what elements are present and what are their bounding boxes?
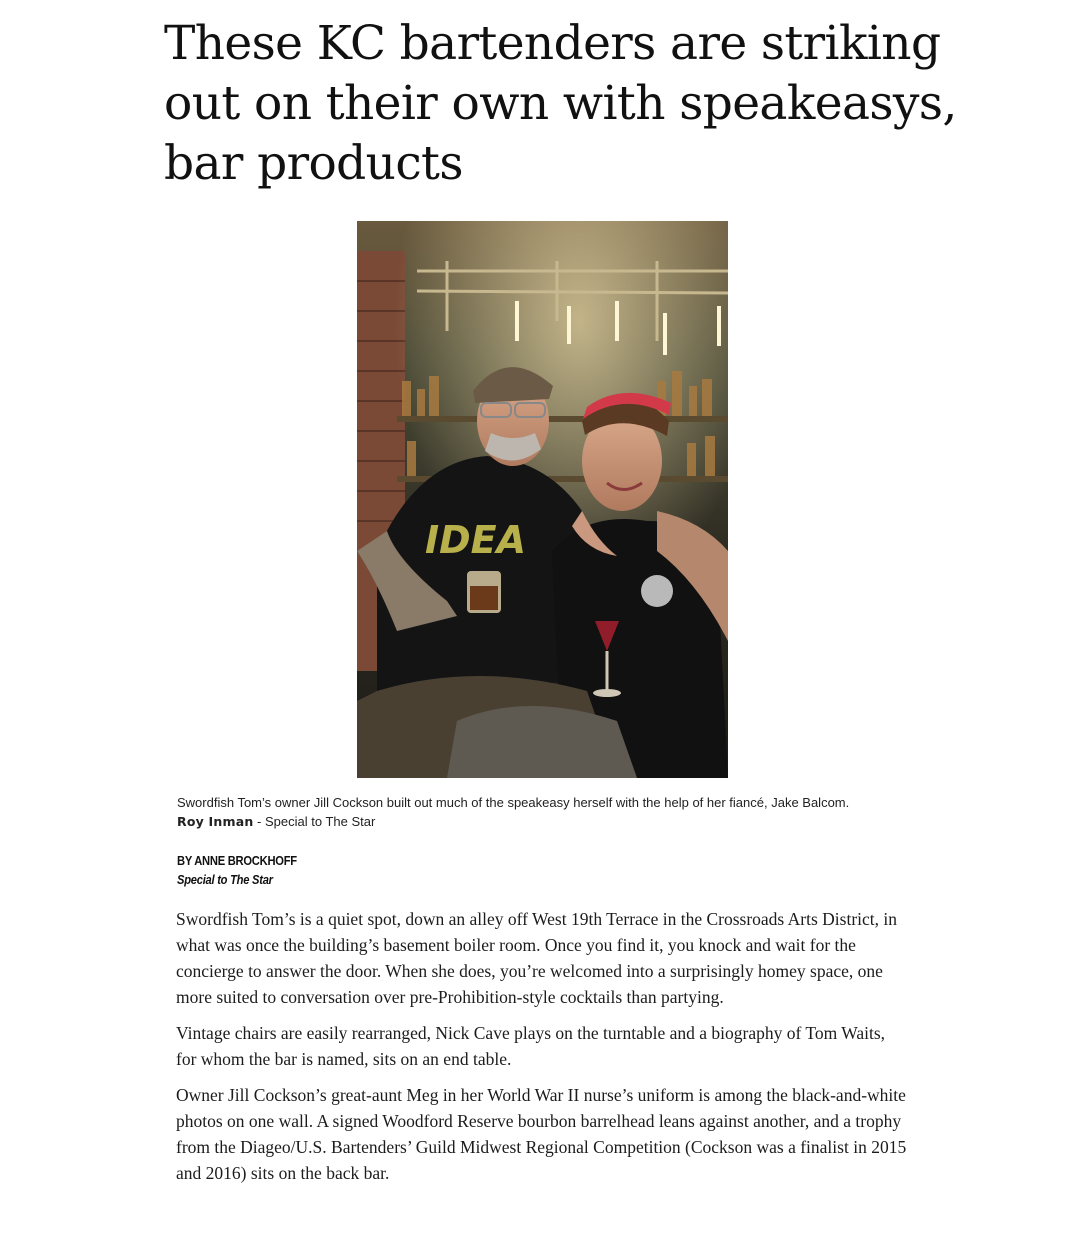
- article-paragraph: Owner Jill Cockson’s great-aunt Meg in her World War II nurse’s uniform is among the black-and-white photos on one wall. A signed Woodford Reserve bourbon barrelhead leans against another, and a trophy from the Diageo/U.S. Bartenders’ Guild Midwest Regional Competition (Cockson was a finalist in 2015 and 2016) sits on the back bar.: [176, 1085, 907, 1183]
- article-photo: [357, 221, 728, 778]
- photo-credit: [177, 812, 937, 831]
- caption-text: Swordfish Tom’s owner Jill Cockson built out much of the speakeasy herself with the help of her fiancé, Jake Balcom.: [177, 795, 850, 810]
- photographer-name: Roy Inman: [177, 814, 254, 829]
- article-paragraph: Swordfish Tom’s is a quiet spot, down an alley off West 19th Terrace in the Crossroads Arts District, in what was once the building’s basement boiler room. Once you find it, you knock and wait for the concierge to answer the door. When she does, you’re welcomed into a surprisingly homey space, one more suited to conversation over pre-Prohibition-style cocktails than partying.: [176, 909, 898, 1007]
- photo-caption: [177, 793, 937, 831]
- article-paragraph: Vintage chairs are easily rearranged, Nick Cave plays on the turntable and a biography of Tom Waits, for whom the bar is named, sits on an end table.: [176, 1023, 886, 1069]
- credit-suffix: - Special to The Star: [253, 814, 376, 829]
- shirt-print: IDEA: [425, 518, 527, 562]
- byline-affiliation: Special to The Star: [177, 872, 273, 887]
- article-body: [176, 906, 908, 1196]
- byline: [177, 851, 316, 889]
- byline-author: BY ANNE BROCKHOFF: [177, 853, 297, 868]
- headline: These KC bartenders are striking out on their own with speakeasys, bar products: [164, 16, 957, 191]
